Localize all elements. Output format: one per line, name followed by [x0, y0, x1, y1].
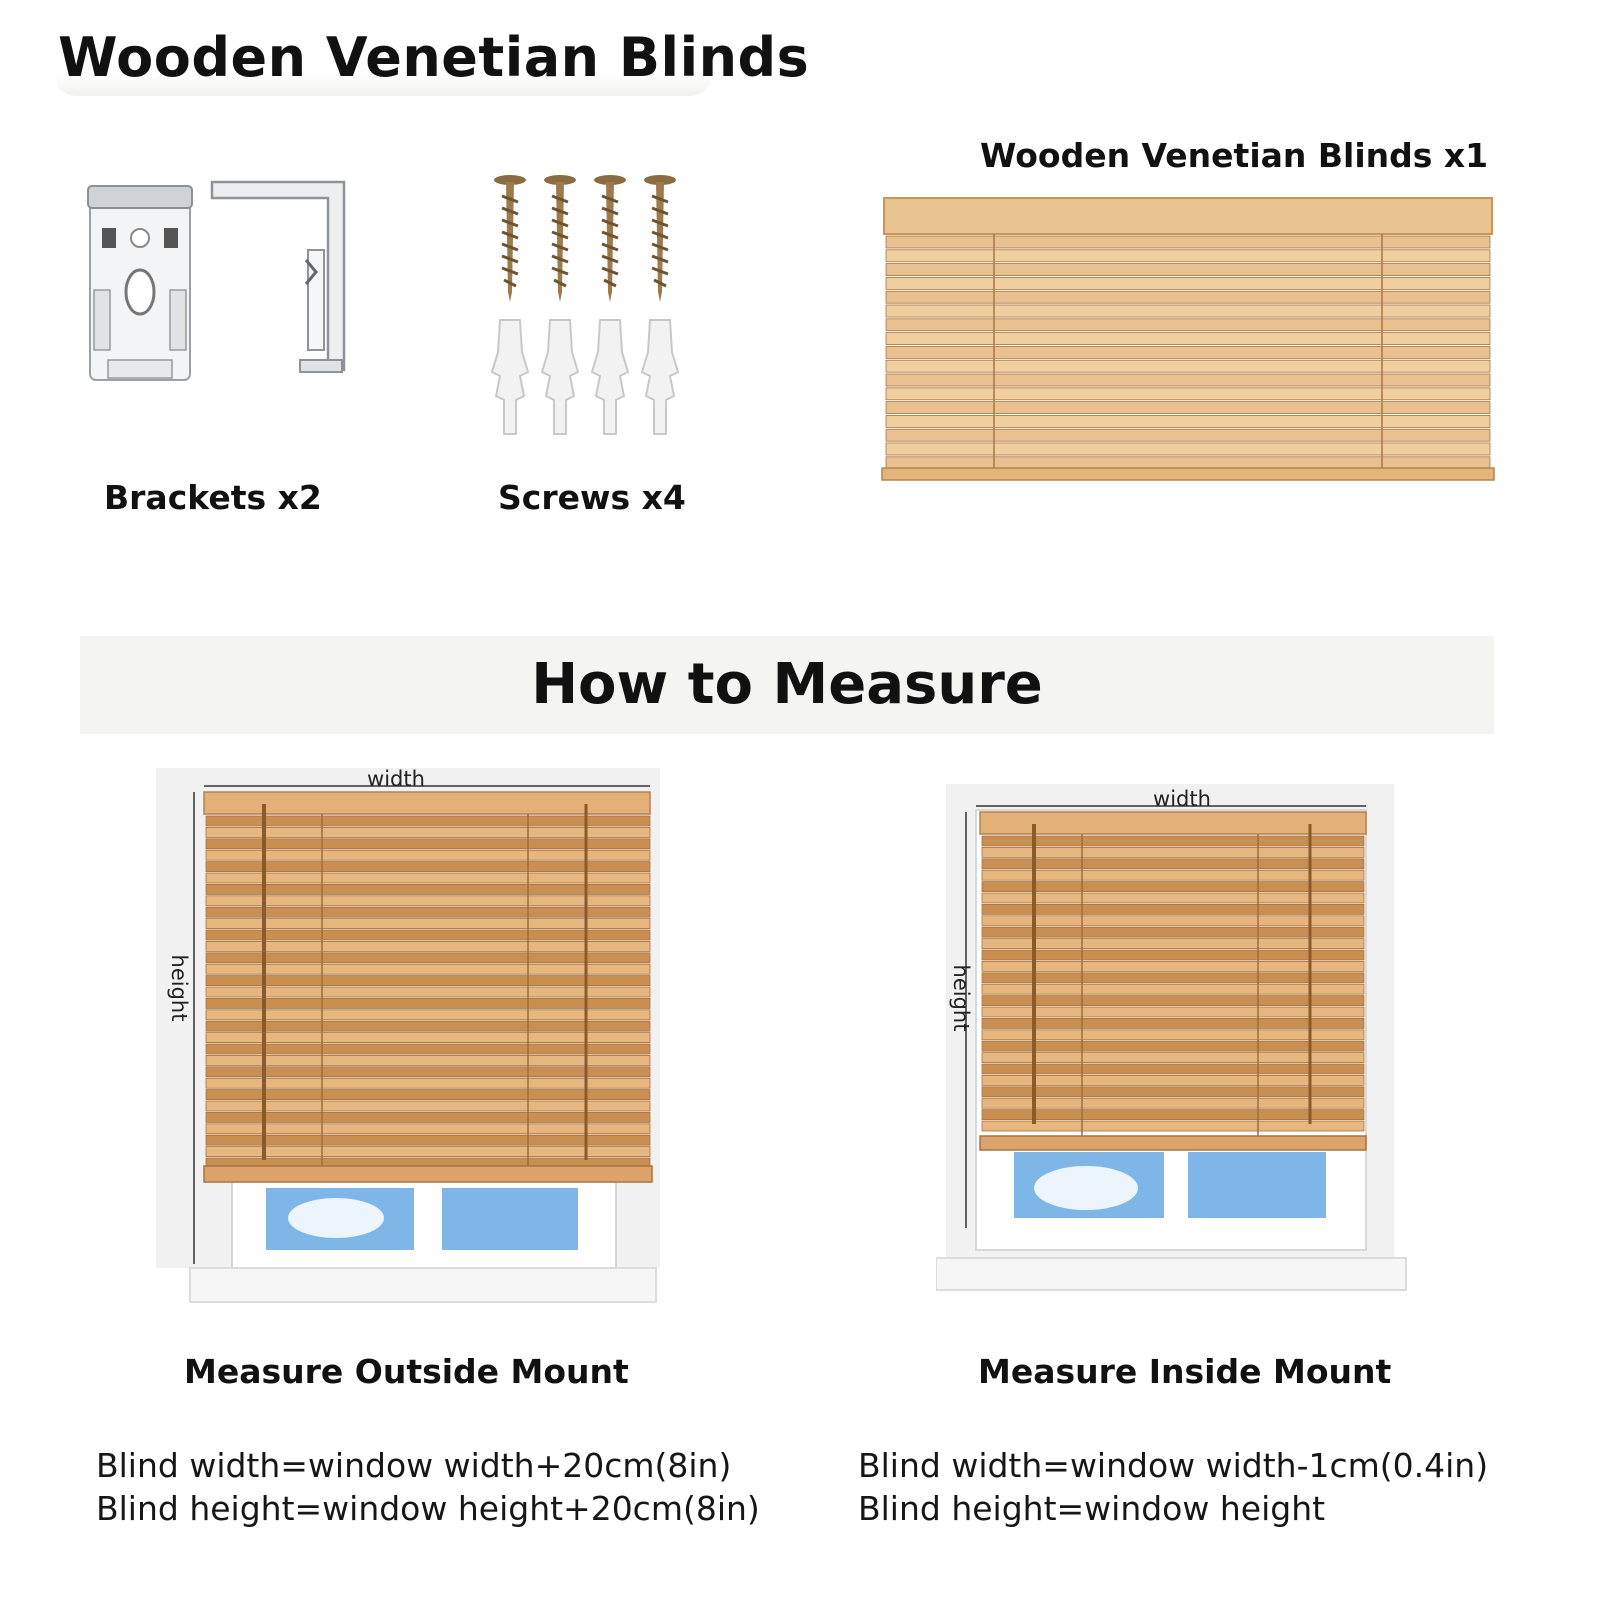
blind-slat [982, 927, 1364, 937]
inside-height-formula: Blind height=window height [858, 1489, 1326, 1528]
outside-height-formula: Blind height=window height+20cm(8in) [96, 1489, 760, 1528]
blind-slat [886, 429, 1490, 441]
blind-slat [206, 862, 650, 872]
blind-slat [982, 904, 1364, 914]
blind-slat [982, 939, 1364, 949]
outside-mount-diagram [156, 768, 660, 1308]
blind-slat [206, 941, 650, 951]
blind-slat [886, 291, 1490, 303]
blind-slat [982, 996, 1364, 1006]
blind-slat [982, 1075, 1364, 1085]
inside-width-label: width [1153, 787, 1211, 811]
outside-mount-title: Measure Outside Mount [184, 1352, 629, 1391]
blind-slat [206, 964, 650, 974]
blind-slat [886, 402, 1490, 414]
blind-slat [982, 973, 1364, 983]
inside-mount-diagram [936, 784, 1408, 1294]
blind-slat [206, 987, 650, 997]
blind-slat [982, 916, 1364, 926]
blind-slat [886, 443, 1490, 455]
blind-slat [886, 277, 1490, 289]
blind-slat [886, 236, 1490, 248]
blind-slat [886, 264, 1490, 276]
blind-slat [982, 1018, 1364, 1028]
blind-slat [886, 457, 1490, 469]
blind-slat [206, 919, 650, 929]
measure-title: How to Measure [531, 652, 1043, 717]
blind-slat [982, 1087, 1364, 1097]
blind-slat [982, 893, 1364, 903]
blind-slat [206, 1078, 650, 1088]
blind-slat [982, 1053, 1364, 1063]
blind-slat [206, 827, 650, 837]
blind-slat [886, 305, 1490, 317]
brackets-image [80, 170, 360, 390]
blind-slat [206, 907, 650, 917]
blind-slat [206, 873, 650, 883]
blind-slat [206, 1033, 650, 1043]
blind-slat [982, 961, 1364, 971]
outside-mount-formula [96, 1444, 760, 1530]
blind-slats [886, 236, 1490, 469]
blind-slat [982, 882, 1364, 892]
screw-set [492, 175, 678, 434]
inside-height-label: height [949, 964, 973, 1032]
bracket-side [212, 182, 344, 372]
outside-height-label: height [167, 954, 191, 1022]
screws-label: Screws x4 [498, 478, 686, 517]
blind-slat [982, 1098, 1364, 1108]
inside-mount-title: Measure Inside Mount [978, 1352, 1392, 1391]
blind-slat [982, 1041, 1364, 1051]
blind-slat [206, 896, 650, 906]
inside-width-formula: Blind width=window width-1cm(0.4in) [858, 1446, 1489, 1485]
blind-slat [206, 1021, 650, 1031]
blind-slat [206, 1055, 650, 1065]
blind-slat [206, 1010, 650, 1020]
blind-slat [886, 346, 1490, 358]
blind-slat [982, 1007, 1364, 1017]
blind-slat [982, 1064, 1364, 1074]
blind-slat [982, 836, 1364, 846]
blind-slat [206, 1044, 650, 1054]
blind-slat [206, 1067, 650, 1077]
blind-slat [886, 319, 1490, 331]
blind-slat [206, 1124, 650, 1134]
blind-slat [886, 333, 1490, 345]
blind-slat [206, 998, 650, 1008]
screws-image [482, 172, 692, 452]
blind-slat [982, 859, 1364, 869]
inside-mount-formula [858, 1444, 1488, 1530]
blind-slat [982, 1030, 1364, 1040]
blind-slat [982, 984, 1364, 994]
outside-width-formula: Blind width=window width+20cm(8in) [96, 1446, 732, 1485]
blind-label: Wooden Venetian Blinds x1 [980, 136, 1489, 175]
blind-slat [206, 1135, 650, 1145]
blind-slat [206, 884, 650, 894]
brackets-label: Brackets x2 [104, 478, 322, 517]
page-title: Wooden Venetian Blinds [58, 26, 810, 89]
blind-slat [886, 250, 1490, 262]
blind-slat [982, 1121, 1364, 1131]
blind-slat [206, 953, 650, 963]
blind-slat [206, 1090, 650, 1100]
blind-slat [982, 950, 1364, 960]
blind-slat [886, 415, 1490, 427]
blind-slat [206, 976, 650, 986]
outside-width-label: width [367, 768, 425, 791]
blind-slat [206, 1112, 650, 1122]
blind-slat [206, 930, 650, 940]
blind-slat [982, 847, 1364, 857]
blind-slat [206, 1101, 650, 1111]
blind-slat [886, 374, 1490, 386]
blind-slat [982, 870, 1364, 880]
blind-slat [982, 1110, 1364, 1120]
blind-slat [206, 850, 650, 860]
blind-slat [206, 839, 650, 849]
blind-image [880, 196, 1496, 484]
blind-slat [206, 1147, 650, 1157]
blind-slat [886, 360, 1490, 372]
bracket-front [88, 186, 192, 380]
blind-slat [206, 816, 650, 826]
blind-slat [886, 388, 1490, 400]
